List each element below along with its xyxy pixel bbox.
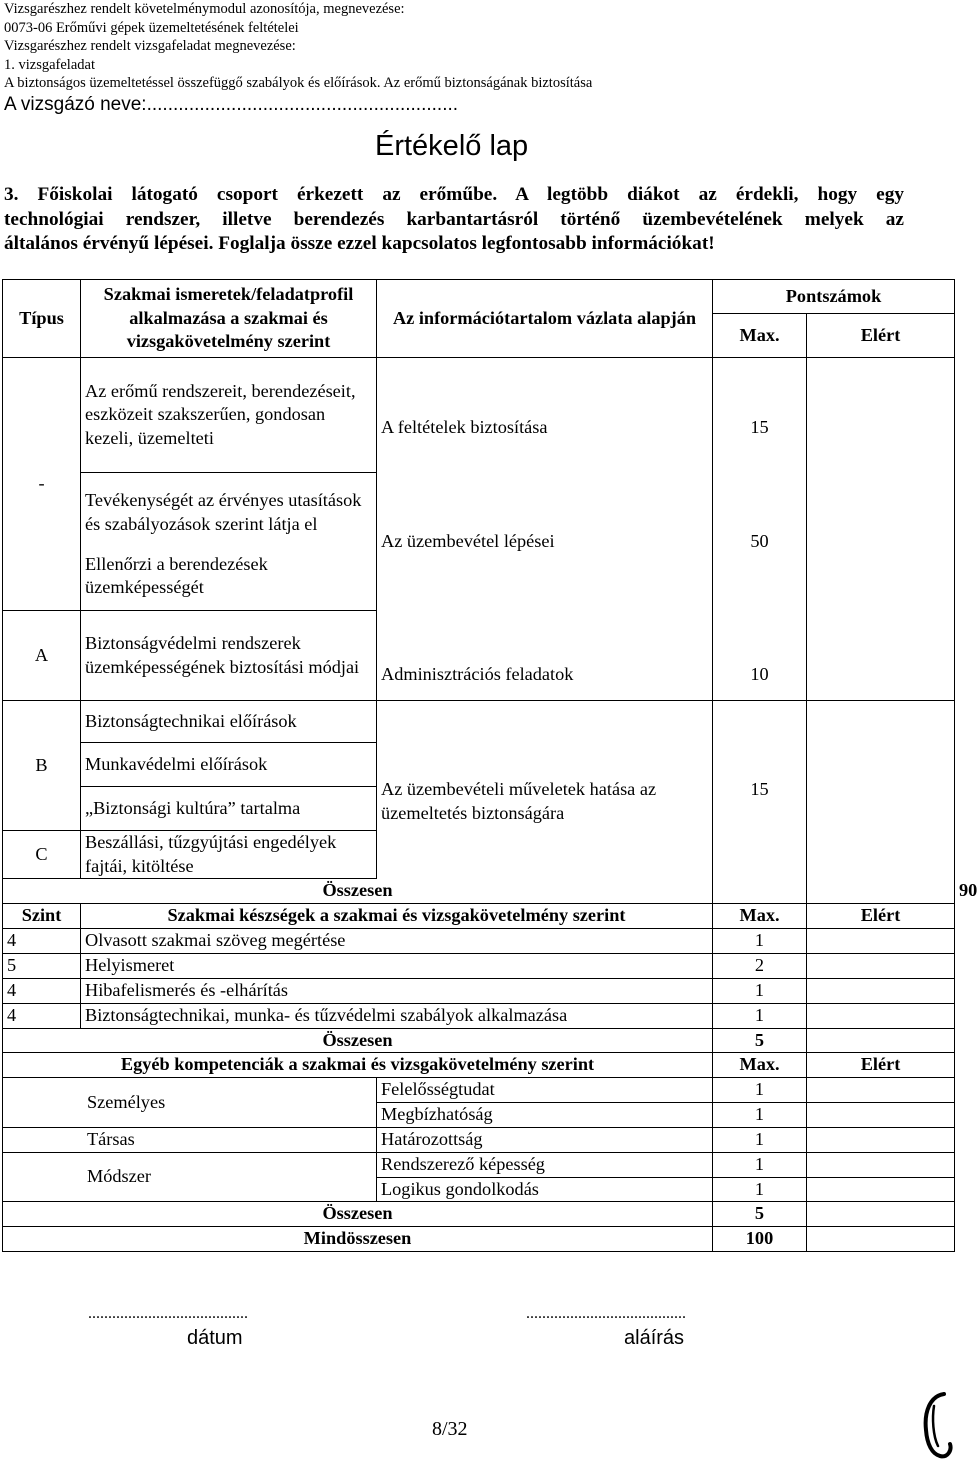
profile-cell: Ellenőrzi a berendezések üzemképességét (81, 553, 377, 611)
profile-cell: „Biztonsági kultúra” tartalma (81, 787, 377, 831)
skill-level: 5 (3, 953, 81, 978)
header-line: 0073-06 Erőművi gépek üzemeltetésének feltételei (4, 19, 299, 36)
skill-achieved[interactable] (807, 928, 955, 953)
header-competencies: Egyéb kompetenciák a szakmai és vizsgakövetelmény szerint (3, 1053, 713, 1078)
skill-text: Biztonságtechnikai, munka- és tűzvédelmi szabályok alkalmazása (81, 1003, 713, 1028)
item-achieved[interactable] (807, 358, 955, 473)
competency-achieved[interactable] (807, 1078, 955, 1103)
header-max: Max. (713, 314, 807, 358)
grand-total-achieved[interactable] (807, 1227, 955, 1252)
header-achieved: Elért (807, 1053, 955, 1078)
grand-total-label: Mindösszesen (3, 1227, 713, 1252)
header-max: Max. (713, 903, 807, 928)
competency-achieved[interactable] (807, 1152, 955, 1177)
skill-level: 4 (3, 1003, 81, 1028)
item-achieved[interactable] (807, 611, 955, 701)
total-label: Összesen (3, 1028, 713, 1053)
competency-achieved[interactable] (807, 1102, 955, 1127)
total-label: Összesen (3, 879, 713, 904)
evaluation-table: Típus Szakmai ismeretek/feladatprofil alkalmazása a szakmai és vizsgakövetelmény szerint Az információtartalom vázlata alapján Pontszámok Max. Elért - Az erőmű rendszereit, berendezéseit, eszközeit szakszerűen, gondosan kezeli, üzemelteti A feltételek biztosítása 15 Tevékenységét az érvényes utasítások és szabályozások szerint látja el Az üzembevétel lépései 50 Ellenőrzi a berendezések üzemképességét A Biztonságvédelmi rendszerek üzemképességének biztosítási módjai Adminisztrációs feladatok 10 B Biztonságtechnikai előírások Az üzembevételi műveletek hatása az üzemeltetés biztonságára 15 Munkavédelmi előírások „Biztonsági kultúra” tartalma C Beszállási, tűzgyújtási engedélyek fajtái, kitöltése Összesen 90 Szint Szakmai készségek a szakmai és vizsgakövetelmény szerint Max. Elért 4 Olvasott szakmai szöveg megértése 1 5 Helyismeret 2 4 Hibafelismerés és -elhárítás 1 4 Biztonságtechnikai, munka- és tűzvédelmi szabályok alkalmazása 1 Összesen 5 Egyéb kompetenciák a szakmai és vizsgakövetelmény szerint Max. Elért Személyes Felelősségtudat 1 Megbízhatóság 1 Társas Határozottság 1 Módszer Rendszerező képesség 1 Logikus gondolkodás 1 Összesen 5 Mindösszesen 100 (2, 279, 955, 1252)
item-max: 15 (713, 701, 807, 904)
skill-text: Helyismeret (81, 953, 713, 978)
signature-label: aláírás (624, 1327, 685, 1349)
item-text: Az üzembevétel lépései (377, 473, 713, 611)
profile-cell: Biztonságtechnikai előírások (81, 701, 377, 743)
header-type: Típus (3, 280, 81, 358)
total-achieved[interactable] (807, 1202, 955, 1227)
item-text: Adminisztrációs feladatok (377, 611, 713, 701)
publisher-logo-icon (918, 1388, 958, 1463)
competency-achieved[interactable] (807, 1127, 955, 1152)
candidate-name-field: A vizsgázó neve:........................................................... (4, 94, 459, 115)
skill-max: 1 (713, 978, 807, 1003)
task-line: 3. Főiskolai látogató csoport érkezett az erőműbe. A legtöbb diákot az érdekli, hogy egy (4, 184, 904, 205)
competency-text: Megbízhatóság (377, 1102, 713, 1127)
group-label: Személyes (3, 1078, 377, 1128)
competency-achieved[interactable] (807, 1177, 955, 1202)
skill-text: Hibafelismerés és -elhárítás (81, 978, 713, 1003)
header-profile: Szakmai ismeretek/feladatprofil alkalmazása a szakmai és vizsgakövetelmény szerint (81, 280, 377, 358)
item-max: 10 (713, 611, 807, 701)
profile-cell: Beszállási, tűzgyújtási engedélyek fajtái, kitöltése (81, 831, 377, 879)
skill-max: 1 (713, 928, 807, 953)
header-line: Vizsgarészhez rendelt vizsgafeladat megnevezése: (4, 38, 296, 55)
skill-text: Olvasott szakmai szöveg megértése (81, 928, 713, 953)
item-max: 50 (713, 473, 807, 611)
skill-achieved[interactable] (807, 1003, 955, 1028)
header-info: Az információtartalom vázlata alapján (377, 280, 713, 358)
header-level: Szint (3, 903, 81, 928)
profile-cell: Az erőmű rendszereit, berendezéseit, eszközeit szakszerűen, gondosan kezeli, üzemelteti (81, 358, 377, 473)
task-line: általános érvényű lépései. Foglalja össze ezzel kapcsolatos legfontosabb információkat! (4, 233, 715, 255)
competency-max: 1 (713, 1127, 807, 1152)
group-label: Társas (3, 1127, 377, 1152)
item-max: 15 (713, 358, 807, 473)
header-achieved: Elért (807, 903, 955, 928)
type-label: B (3, 701, 81, 831)
profile-cell: Munkavédelmi előírások (81, 743, 377, 787)
total-achieved[interactable] (807, 1028, 955, 1053)
competency-max: 1 (713, 1152, 807, 1177)
competency-text: Rendszerező képesség (377, 1152, 713, 1177)
skill-max: 2 (713, 953, 807, 978)
total-label: Összesen (3, 1202, 713, 1227)
task-line: technológiai rendszer, illetve berendezés karbantartásról történő üzembevételének melyek az (4, 208, 904, 230)
header-achieved: Elért (807, 314, 955, 358)
page-title: Értékelő lap (375, 130, 529, 162)
item-achieved[interactable] (807, 473, 955, 611)
competency-max: 1 (713, 1078, 807, 1103)
header-line: Vizsgarészhez rendelt követelménymodul azonosítója, megnevezése: (4, 1, 405, 17)
header-points: Pontszámok (713, 280, 955, 314)
skill-achieved[interactable] (807, 978, 955, 1003)
skill-achieved[interactable] (807, 953, 955, 978)
header-line: A biztonságos üzemeltetéssel összefüggő szabályok és előírások. Az erőmű biztonságának biztosítása (4, 75, 593, 92)
date-line: ........................................ (88, 1305, 248, 1322)
total-max: 5 (713, 1028, 807, 1053)
item-text: Az üzembevételi műveletek hatása az üzemeltetés biztonságára (377, 701, 713, 904)
skill-level: 4 (3, 978, 81, 1003)
total-max: 5 (713, 1202, 807, 1227)
competency-max: 1 (713, 1102, 807, 1127)
type-label: - (38, 473, 45, 494)
task-description (4, 183, 904, 257)
item-achieved[interactable] (807, 701, 955, 904)
grand-total-max: 100 (713, 1227, 807, 1252)
date-label: dátum (187, 1327, 243, 1349)
skill-level: 4 (3, 928, 81, 953)
header-line: 1. vizsgafeladat (4, 56, 95, 73)
profile-cell: Biztonságvédelmi rendszerek üzemképességének biztosítási módjai (81, 611, 377, 701)
skill-max: 1 (713, 1003, 807, 1028)
type-label: A (3, 611, 81, 701)
competency-text: Felelősségtudat (377, 1078, 713, 1103)
group-label: Módszer (3, 1152, 377, 1202)
competency-text: Határozottság (377, 1127, 713, 1152)
type-label: C (3, 831, 81, 879)
header-skills: Szakmai készségek a szakmai és vizsgakövetelmény szerint (81, 903, 713, 928)
profile-cell: Tevékenységét az érvényes utasítások és szabályozások szerint látja el (81, 473, 377, 553)
type-cell (3, 358, 81, 611)
competency-max: 1 (713, 1177, 807, 1202)
header-max: Max. (713, 1053, 807, 1078)
item-text: A feltételek biztosítása (377, 358, 713, 473)
page-number: 8/32 (432, 1418, 468, 1440)
signature-line: ........................................ (526, 1305, 686, 1322)
document-header (4, 0, 592, 93)
competency-text: Logikus gondolkodás (377, 1177, 713, 1202)
